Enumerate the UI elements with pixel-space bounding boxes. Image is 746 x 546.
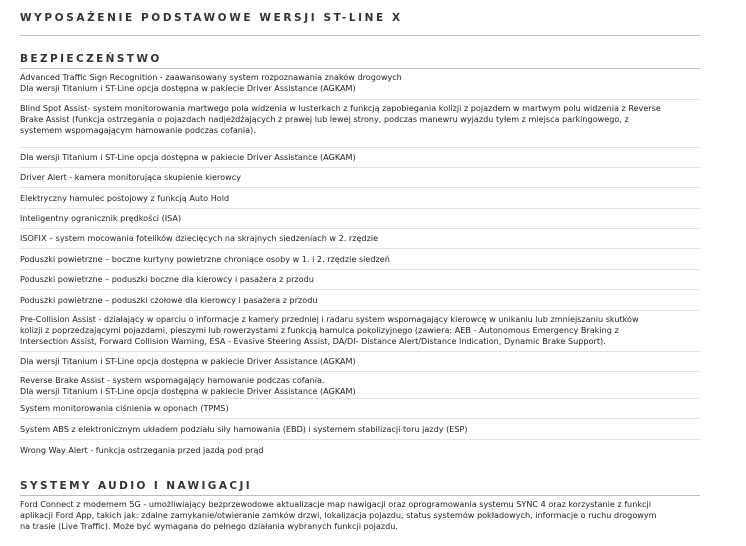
feature-text-line: Elektryczny hamulec postojowy z funkcją Auto Hold	[20, 192, 230, 203]
feature-item	[20, 399, 700, 419]
feature-text-line: Poduszki powietrzne – boczne kurtyny powietrzne chroniące osoby w 1. i 2. rzędzie siedzeń	[20, 253, 390, 264]
feature-text-line: Dla wersji Titanium i ST-Line opcja dostępna w pakiecie Driver Assistance (AGKAM)	[20, 152, 356, 163]
page-title: WYPOSAŻENIE PODSTAWOWE WERSJI ST-LINE X	[20, 12, 403, 24]
feature-item	[20, 352, 700, 372]
feature-item	[20, 419, 700, 440]
feature-list	[20, 496, 700, 536]
feature-item	[20, 496, 700, 536]
feature-item	[20, 100, 700, 148]
feature-text-line: Inteligentny ogranicznik prędkości (ISA)	[20, 213, 182, 224]
feature-text-line: kolizji z poprzedzającymi pojazdami, pieszymi lub rowerzystami z funkcją hamulca pokolizyjnego (zawiera: AEB - Autonomous Emergency Braking z	[20, 324, 619, 335]
title-divider	[20, 35, 700, 36]
feature-text-line: Dla wersji Titanium i ST-Line opcja dostępna w pakiecie Driver Assistance (AGKAM)	[20, 356, 356, 367]
section-title: SYSTEMY AUDIO I NAWIGACJI	[20, 480, 253, 492]
feature-text-line: Wrong Way Alert - funkcja ostrzegania przed jazdą pod prąd	[20, 444, 264, 455]
feature-item	[20, 229, 700, 249]
feature-text-line: System monitorowania ciśnienia w oponach (TPMS)	[20, 403, 229, 414]
feature-item	[20, 148, 700, 168]
feature-text-line: Intersection Assist, Forward Collision Warning, ESA - Evasive Steering Assist, DA/DI- Distance Alert/Distance Indication, Dynamic Brake Support).	[20, 335, 606, 346]
feature-item	[20, 311, 700, 352]
feature-text-line: Pre-Collision Assist - działający w oparciu o informacje z kamery przedniej i radaru system wspomagający kierowcę w unikaniu lub zmniejszaniu skutków	[20, 314, 639, 324]
feature-item	[20, 290, 700, 311]
section-safety	[20, 51, 700, 460]
feature-text-line: Poduszki powietrzne – poduszki boczne dla kierowcy i pasażera z przodu	[20, 274, 314, 285]
feature-item	[20, 209, 700, 229]
feature-text-line: aplikacji Ford App, takich jak: zdalne zamykanie/otwieranie zamków drzwi, lokalizacja pojazdu, status systemów pokładowych, informacje o ruchu drogowym	[20, 509, 657, 520]
section-title: BEZPIECZEŃSTWO	[20, 53, 162, 65]
feature-text-line: ISOFIX – system mocowania fotelików dziecięcych na skrajnych siedzeniach w 2. rzędzie	[20, 233, 379, 244]
feature-item	[20, 249, 700, 270]
feature-text-line: Poduszki powietrzne – poduszki czołowe dla kierowcy i pasażera z przodu	[20, 294, 318, 305]
feature-text-line: Advanced Traffic Sign Recognition - zaawansowany system rozpoznawania znaków drogowych	[20, 72, 402, 82]
section-audio-navigation	[20, 478, 700, 536]
feature-text-line: na trasie (Live Traffic). Może być wymagana do pełnego działania wybranych funkcji pojazdu.	[20, 520, 398, 531]
feature-item	[20, 372, 700, 399]
feature-text-line: System ABS z elektronicznym układem podziału siły hamowania (EBD) i systemem stabilizacji toru jazdy (ESP)	[20, 423, 468, 434]
feature-item	[20, 270, 700, 290]
feature-text-line: Reverse Brake Assist - system wspomagający hamowanie podczas cofania.	[20, 375, 325, 385]
feature-text-line: Dla wersji Titanium i ST-Line opcja dostępna w pakiecie Driver Assistance (AGKAM)	[20, 82, 356, 93]
feature-text-line: Brake Assist (funkcja ostrzegania o pojazdach nadjeżdżających z prawej lub lewej strony, podczas manewru wyjazdu tyłem z miejsca parkingowego, z	[20, 113, 629, 124]
feature-list	[20, 69, 700, 460]
feature-item	[20, 188, 700, 209]
feature-item	[20, 69, 700, 100]
feature-text-line: Blind Spot Assist- system monitorowania martwego pola widzenia w lusterkach z funkcją zapobiegania kolizji z pojazdem w martwym polu widzenia z Reverse	[20, 103, 661, 113]
feature-text-line: systemem wspomagającym hamowanie podczas cofania).	[20, 124, 256, 135]
feature-text-line: Driver Alert - kamera monitorująca skupienie kierowcy	[20, 172, 241, 183]
feature-item	[20, 168, 700, 188]
feature-item	[20, 440, 700, 460]
feature-text-line: Dla wersji Titanium i ST-Line opcja dostępna w pakiecie Driver Assistance (AGKAM)	[20, 385, 356, 396]
feature-text-line: Ford Connect z modemem 5G - umożliwiający bezprzewodowe aktualizacje map nawigacji oraz oprogramowania systemu SYNC 4 oraz korzystanie z funkcji	[20, 499, 651, 509]
